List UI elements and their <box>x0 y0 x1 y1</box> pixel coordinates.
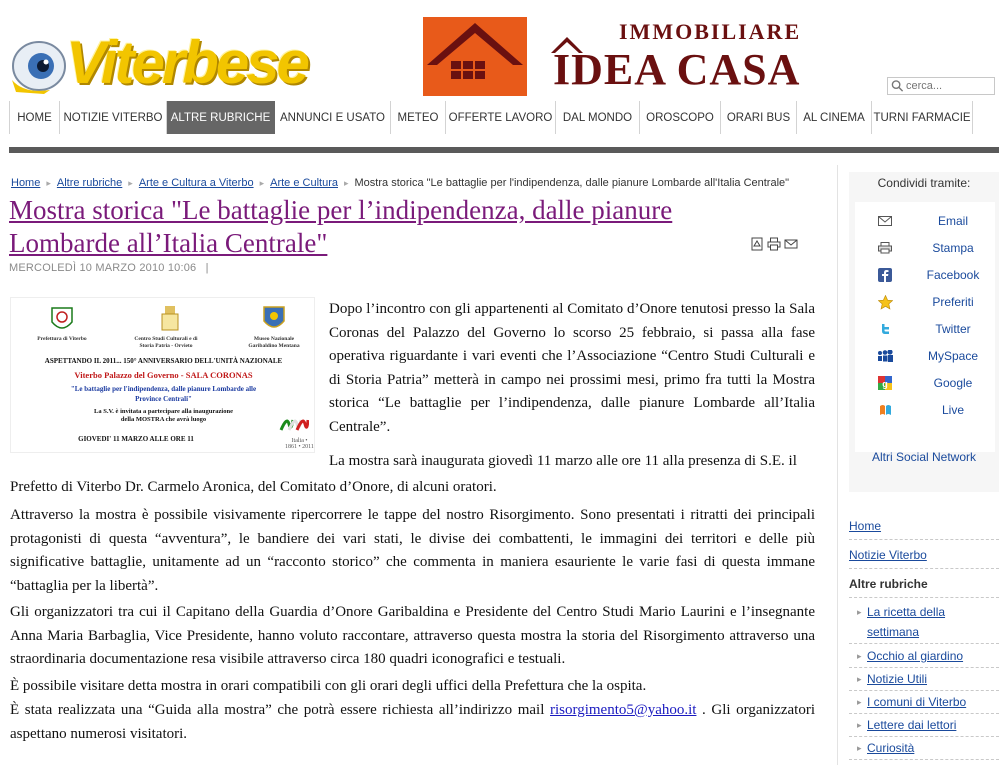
share-twitter[interactable] <box>855 318 995 340</box>
house-icon <box>423 17 527 96</box>
breadcrumb-arte-cultura-viterbo[interactable]: Arte e Cultura a Viterbo <box>138 177 254 189</box>
contact-text: È stata realizzata una “Guida alla mostra” che potrà essere richiesta all’indirizzo mail <box>10 702 545 718</box>
poster-line-invite: La S.V. è invitata a partecipare alla inaugurazione della MOSTRA che avrà luogo <box>94 408 233 423</box>
poster-line-anniversary: ASPETTANDO IL 2011... 150° ANNIVERSARIO DELL'UNITÀ NAZIONALE <box>44 357 283 365</box>
contact-text-end: . Gli organizzatori aspettano numerosi visitatori. <box>10 702 816 742</box>
banner-title: IDEA CASA <box>553 45 801 94</box>
share-google-label: Google <box>933 376 973 390</box>
poster-org-museo: Museo Nazionale Garibaldino Mentana <box>248 336 300 349</box>
poster-org-prefettura: Prefettura di Viterbo <box>37 336 87 342</box>
banner-subtitle: IMMOBILIARE <box>619 19 802 44</box>
side-subitem[interactable] <box>849 738 999 760</box>
side-item-notizie-link[interactable]: Notizie Viterbo <box>849 548 927 562</box>
facebook-icon <box>877 267 893 283</box>
poster-tagline: Italia • 1861 • 2011 <box>285 438 314 450</box>
breadcrumb-separator-icon: ▸ <box>343 178 349 188</box>
share-myspace[interactable] <box>855 345 995 367</box>
article-date-text: MERCOLEDÌ 10 MARZO 2010 10:06 <box>9 262 197 274</box>
side-subitem[interactable] <box>849 602 999 644</box>
logo-text: Viterbese <box>66 29 307 96</box>
side-subitem[interactable] <box>849 646 999 668</box>
breadcrumb-current: Mostra storica "Le battaglie per l'indipendenza, dalle pianure Lombarde all'Italia Centrale" <box>354 177 790 189</box>
arrow-right-icon: ▸ <box>857 607 862 617</box>
side-subitem-link[interactable]: La ricetta della settimana <box>867 605 946 639</box>
article-paragraph: Gli organizzatori tra cui il Capitano della Guardia d’Onore Garibaldina e Presidente del Centro Studi Mario Laurini e l’insegnante Anna Maria Barbaglia, Vice Presidente, hanno voluto raccontare, attraverso questa mostra la storia del Risorgimento attraverso una straordinaria documentazione resa visibile attraverso circa 180 quadri iconografici e testuali. <box>10 604 815 667</box>
poster-line-date: GIOVEDI' 11 MARZO ALLE ORE 11 <box>78 435 194 443</box>
share-email-label: Email <box>937 214 968 228</box>
arrow-right-icon: ▸ <box>857 720 862 730</box>
side-subitem-link[interactable]: Curiosità <box>867 741 915 755</box>
arrow-right-icon: ▸ <box>857 697 862 707</box>
printer-icon <box>877 240 893 256</box>
share-print-label: Stampa <box>932 241 974 255</box>
nav-item-notizie-viterbo[interactable]: NOTIZIE VITERBO <box>60 101 167 134</box>
nav-item-home[interactable]: HOME <box>9 101 60 134</box>
side-subitem-link[interactable]: Lettere dai lettori <box>867 718 957 732</box>
share-favorites[interactable] <box>855 291 995 313</box>
breadcrumb-separator-icon: ▸ <box>128 178 133 188</box>
side-item-home-link[interactable]: Home <box>849 519 882 533</box>
svg-text:g: g <box>882 379 888 389</box>
nav-item-al-cinema[interactable]: AL CINEMA <box>797 101 872 134</box>
breadcrumb-home[interactable]: Home <box>11 177 41 189</box>
share-google[interactable] <box>855 372 995 394</box>
article-date <box>9 262 209 274</box>
live-icon <box>877 402 893 418</box>
nav-item-dal-mondo[interactable]: DAL MONDO <box>556 101 640 134</box>
italian-flag-icon <box>279 412 309 434</box>
nav-item-annunci-usato[interactable]: ANNUNCI E USATO <box>275 101 391 134</box>
arrow-right-icon: ▸ <box>857 674 862 684</box>
main-nav <box>9 101 999 134</box>
article-paragraph: È possibile visitare detta mostra in orari compatibili con gli orari degli uffici della Prefettura che la ospita. <box>10 678 647 694</box>
side-item-notizie[interactable] <box>849 544 999 569</box>
side-subitem[interactable] <box>849 715 999 737</box>
nav-item-altre-rubriche[interactable]: ALTRE RUBRICHE <box>167 101 275 134</box>
star-icon <box>877 294 893 310</box>
column-divider <box>837 165 838 765</box>
search-icon[interactable] <box>891 79 904 93</box>
print-icon[interactable] <box>767 237 781 251</box>
share-favorites-label: Preferiti <box>932 295 974 309</box>
article-date-separator: | <box>205 262 209 274</box>
breadcrumb-arte-cultura[interactable]: Arte e Cultura <box>270 177 338 189</box>
article-tools <box>750 237 798 251</box>
article-paragraph: Attraverso la mostra è possibile visivamente ripercorrere le tappe del nostro Risorgimento. Sono presentati i ritratti dei principali protagonisti di questa “avventura”, le bandiere dei vari stati, le divise dei combattenti, le immagini dei territori e delle più significative battaglie, unitamente ad un “racconto storico” che commenta in maniera esauriente le varie fasi di questa immane “battaglia per la libertà”. <box>10 507 815 594</box>
nav-item-offerte-lavoro[interactable]: OFFERTE LAVORO <box>446 101 556 134</box>
nav-item-orari-bus[interactable]: ORARI BUS <box>721 101 797 134</box>
nav-underline <box>9 147 999 153</box>
share-facebook[interactable] <box>855 264 995 286</box>
article-title[interactable]: Mostra storica "Le battaglie per l’indipendenza, dalle pianure Lombarde all’Italia Centrale" <box>9 195 673 258</box>
side-subitem[interactable] <box>849 692 999 714</box>
side-subitem-link[interactable]: Notizie Utili <box>867 672 928 686</box>
nav-item-oroscopo[interactable]: OROSCOPO <box>640 101 721 134</box>
centro-studi-emblem-icon <box>157 304 183 334</box>
idea-casa-banner[interactable] <box>423 17 885 96</box>
share-myspace-label: MySpace <box>927 349 979 363</box>
search-box[interactable] <box>887 77 995 95</box>
prefettura-emblem-icon <box>49 304 75 334</box>
share-live-label: Live <box>941 403 964 417</box>
nav-item-turni-farmacie[interactable]: TURNI FARMACIE <box>872 101 973 134</box>
share-title: Condividi tramite: <box>877 176 971 190</box>
side-subitem-link[interactable]: I comuni di Viterbo <box>867 695 967 709</box>
share-twitter-label: Twitter <box>935 322 971 336</box>
exhibition-poster <box>10 297 315 453</box>
google-icon <box>877 375 893 391</box>
pdf-icon[interactable] <box>750 237 764 251</box>
article-paragraph: Dopo l’incontro con gli appartenenti al Comitato d’Onore tenutosi presso la Sala Coronas del Palazzo del Governo lo scorso 25 febbraio, si passa alla fase operativa riguardante i vari eventi che l’Associazione “Centro Studi Culturali e di Storia Patria” metterà in campo nei prossimi mesi, primo fra tutti la Mostra storica “Le battaglie per l’indipendenza, dalle pianure Lombarde all’Italia Centrale”. <box>329 301 815 435</box>
poster-line-venue: Viterbo Palazzo del Governo - SALA CORONAS <box>74 370 253 380</box>
share-print[interactable] <box>855 237 995 259</box>
nav-item-meteo[interactable]: METEO <box>391 101 446 134</box>
article-paragraph: Prefetto di Viterbo Dr. Carmelo Aronica, del Comitato d’Onore, di alcuni oratori. <box>10 479 497 495</box>
breadcrumb-separator-icon: ▸ <box>46 178 51 188</box>
search-input[interactable] <box>906 80 994 92</box>
breadcrumb <box>11 177 789 189</box>
myspace-icon <box>877 348 893 364</box>
share-box <box>849 172 999 492</box>
poster-line-title: "Le battaglie per l'indipendenza, dalle pianure Lombarde alle Province Centrali" <box>70 385 257 403</box>
side-item-altre-rubriche[interactable]: Altre rubriche <box>849 573 999 598</box>
breadcrumb-separator-icon: ▸ <box>259 178 265 188</box>
contact-email-link[interactable]: risorgimento5@yahoo.it <box>550 702 697 718</box>
poster-org-centro-studi: Centro Studi Culturali e di Storia Patria - Orvieto <box>134 336 198 349</box>
share-list <box>855 202 995 452</box>
eye-mascot-icon <box>10 36 68 94</box>
arrow-right-icon: ▸ <box>857 651 862 661</box>
share-email[interactable] <box>855 210 995 232</box>
share-facebook-label: Facebook <box>926 268 980 282</box>
envelope-icon <box>877 213 893 229</box>
side-subitem-link[interactable]: Occhio al giardino <box>867 649 964 663</box>
arrow-right-icon: ▸ <box>857 743 862 753</box>
share-more-networks[interactable]: Altri Social Network <box>871 450 977 464</box>
side-item-home[interactable] <box>849 515 999 540</box>
share-live[interactable] <box>855 399 995 421</box>
article-paragraph-contact <box>10 699 815 746</box>
house-banner-graphic <box>423 17 527 96</box>
side-subitem[interactable] <box>849 669 999 691</box>
article-paragraph: La mostra sarà inaugurata giovedì 11 marzo alle ore 11 alla presenza di S.E. il <box>329 453 797 469</box>
site-logo[interactable] <box>6 22 307 98</box>
breadcrumb-altre-rubriche[interactable]: Altre rubriche <box>56 177 123 189</box>
email-icon[interactable] <box>784 237 798 251</box>
twitter-icon <box>877 321 893 337</box>
museo-emblem-icon <box>261 304 287 334</box>
